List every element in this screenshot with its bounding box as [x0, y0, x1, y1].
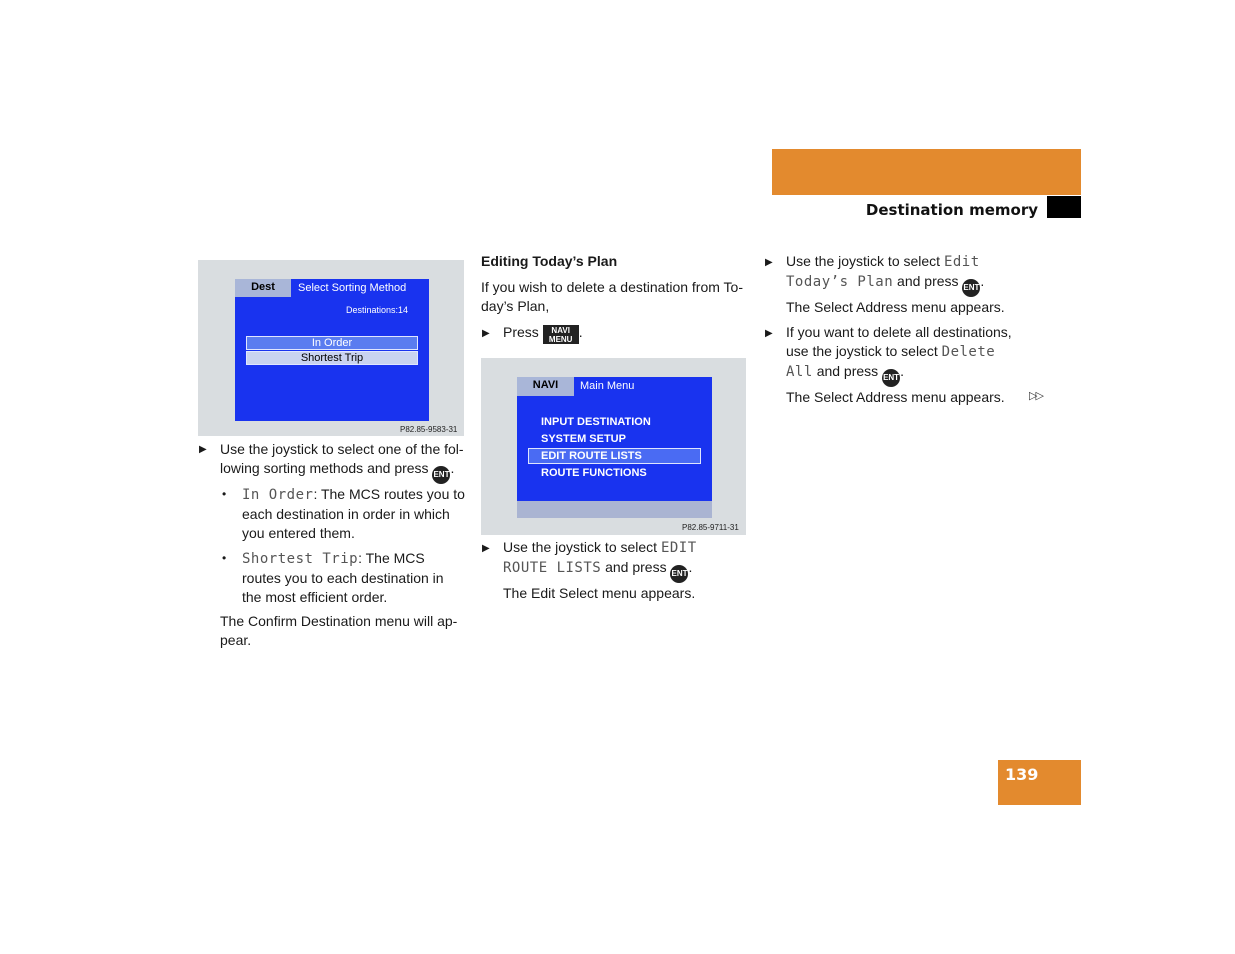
header-bar [772, 149, 1081, 195]
text-line: pear. [220, 632, 252, 648]
option-in-order: In Order [246, 336, 418, 350]
figure-sorting-method [198, 260, 464, 436]
display-screen [235, 279, 429, 421]
icon-label: NAVI [551, 326, 570, 335]
menu-input-destination: INPUT DESTINATION [541, 416, 651, 428]
result-text: The Select Address menu appears. [786, 299, 1005, 315]
option-description [242, 549, 474, 607]
text-line: each destination in order in which [242, 506, 450, 522]
text-line: you entered them. [242, 525, 355, 541]
text-segment: and press [816, 363, 879, 379]
intro-text [481, 278, 751, 316]
menu-code: Delete [941, 344, 996, 360]
icon-label: MENU [548, 335, 573, 344]
menu-code: Today’s Plan [786, 274, 894, 290]
step-text [786, 323, 1036, 387]
text-segment: and press [605, 559, 667, 575]
text-line: ROUTE LISTS and press ENT. [503, 558, 753, 583]
dest-tab: Dest [235, 279, 291, 297]
text-line: Today’s Plan and press ENT. [786, 272, 1036, 297]
header-marker [1047, 196, 1081, 218]
menu-code: ROUTE LISTS [503, 560, 602, 576]
menu-code: Edit [943, 254, 980, 270]
step-arrow: ▶ [765, 257, 773, 268]
text-segment: : The MCS routes you to [313, 486, 465, 502]
page-number: 139 [1005, 765, 1039, 784]
text-segment: and press [897, 273, 959, 289]
step-text [786, 252, 1036, 297]
text-line: the most efficient order. [242, 589, 388, 605]
text-segment: lowing sorting methods and press [220, 460, 429, 476]
ent-button-icon: ENT [882, 369, 900, 387]
option-shortest-trip: Shortest Trip [246, 351, 418, 365]
text-segment: Use the joystick to select [786, 253, 941, 269]
text-line [242, 485, 474, 505]
text-line: day’s Plan, [481, 298, 550, 314]
text-line [503, 538, 753, 558]
text-line: routes you to each destination in [242, 570, 444, 586]
text-segment: : The MCS [358, 550, 425, 566]
figure-caption: P82.85-9583-31 [400, 425, 458, 434]
ent-button-icon: ENT [432, 466, 450, 484]
text-line: If you want to delete all destinations, [786, 324, 1012, 340]
screen-title: Select Sorting Method [298, 282, 407, 294]
step-text [503, 538, 753, 583]
ent-button-icon: ENT [670, 565, 688, 583]
text-line: Use the joystick to select one of the fol- [220, 441, 464, 457]
option-code: In Order [242, 487, 314, 503]
navi-tab: NAVI [517, 377, 574, 396]
figure-main-menu [481, 358, 746, 535]
screen-footer-bar [517, 501, 712, 518]
bullet: • [222, 551, 227, 565]
text-segment: Use the joystick to select [503, 539, 658, 555]
text-line: If you wish to delete a destination from To- [481, 279, 743, 295]
step-text [220, 440, 470, 484]
menu-code: EDIT [660, 540, 697, 556]
step-arrow: ▶ [765, 328, 773, 339]
result-text: The Edit Select menu appears. [503, 585, 696, 601]
text-segment: Press [503, 324, 539, 340]
bullet: • [222, 487, 227, 501]
menu-system-setup: SYSTEM SETUP [541, 433, 626, 445]
menu-code: All [786, 364, 813, 380]
text-line: The Confirm Destination menu will ap- [220, 613, 458, 629]
step-arrow: ▶ [482, 328, 490, 339]
note-text [220, 612, 470, 650]
screen-title: Main Menu [580, 380, 635, 392]
section-title: Navigation* [1084, 170, 1191, 189]
step-text: Press NAVI MENU . [503, 324, 583, 344]
option-description [242, 485, 474, 543]
result-text: The Select Address menu appears. [786, 389, 1005, 405]
text-line: lowing sorting methods and press ENT. [220, 459, 470, 484]
step-arrow: ▶ [482, 543, 490, 554]
step-arrow: ▶ [199, 444, 207, 455]
navi-menu-button-icon [543, 325, 579, 344]
menu-edit-route-lists: EDIT ROUTE LISTS [541, 450, 642, 462]
destinations-count: Destinations:14 [346, 305, 409, 315]
text-segment: use the joystick to select [786, 343, 938, 359]
option-code: Shortest Trip [242, 551, 359, 567]
text-line [786, 342, 1036, 362]
section-heading: Editing Today’s Plan [481, 253, 618, 269]
display-screen [517, 377, 712, 501]
section-subtitle: Destination memory [865, 201, 1038, 219]
menu-route-functions: ROUTE FUNCTIONS [541, 467, 647, 479]
text-line: All and press ENT. [786, 362, 1036, 387]
ent-button-icon: ENT [962, 279, 980, 297]
text-line [242, 549, 474, 569]
figure-caption: P82.85-9711-31 [682, 523, 739, 532]
text-line [786, 252, 1036, 272]
continue-icon: ▷▷ [1029, 390, 1042, 402]
